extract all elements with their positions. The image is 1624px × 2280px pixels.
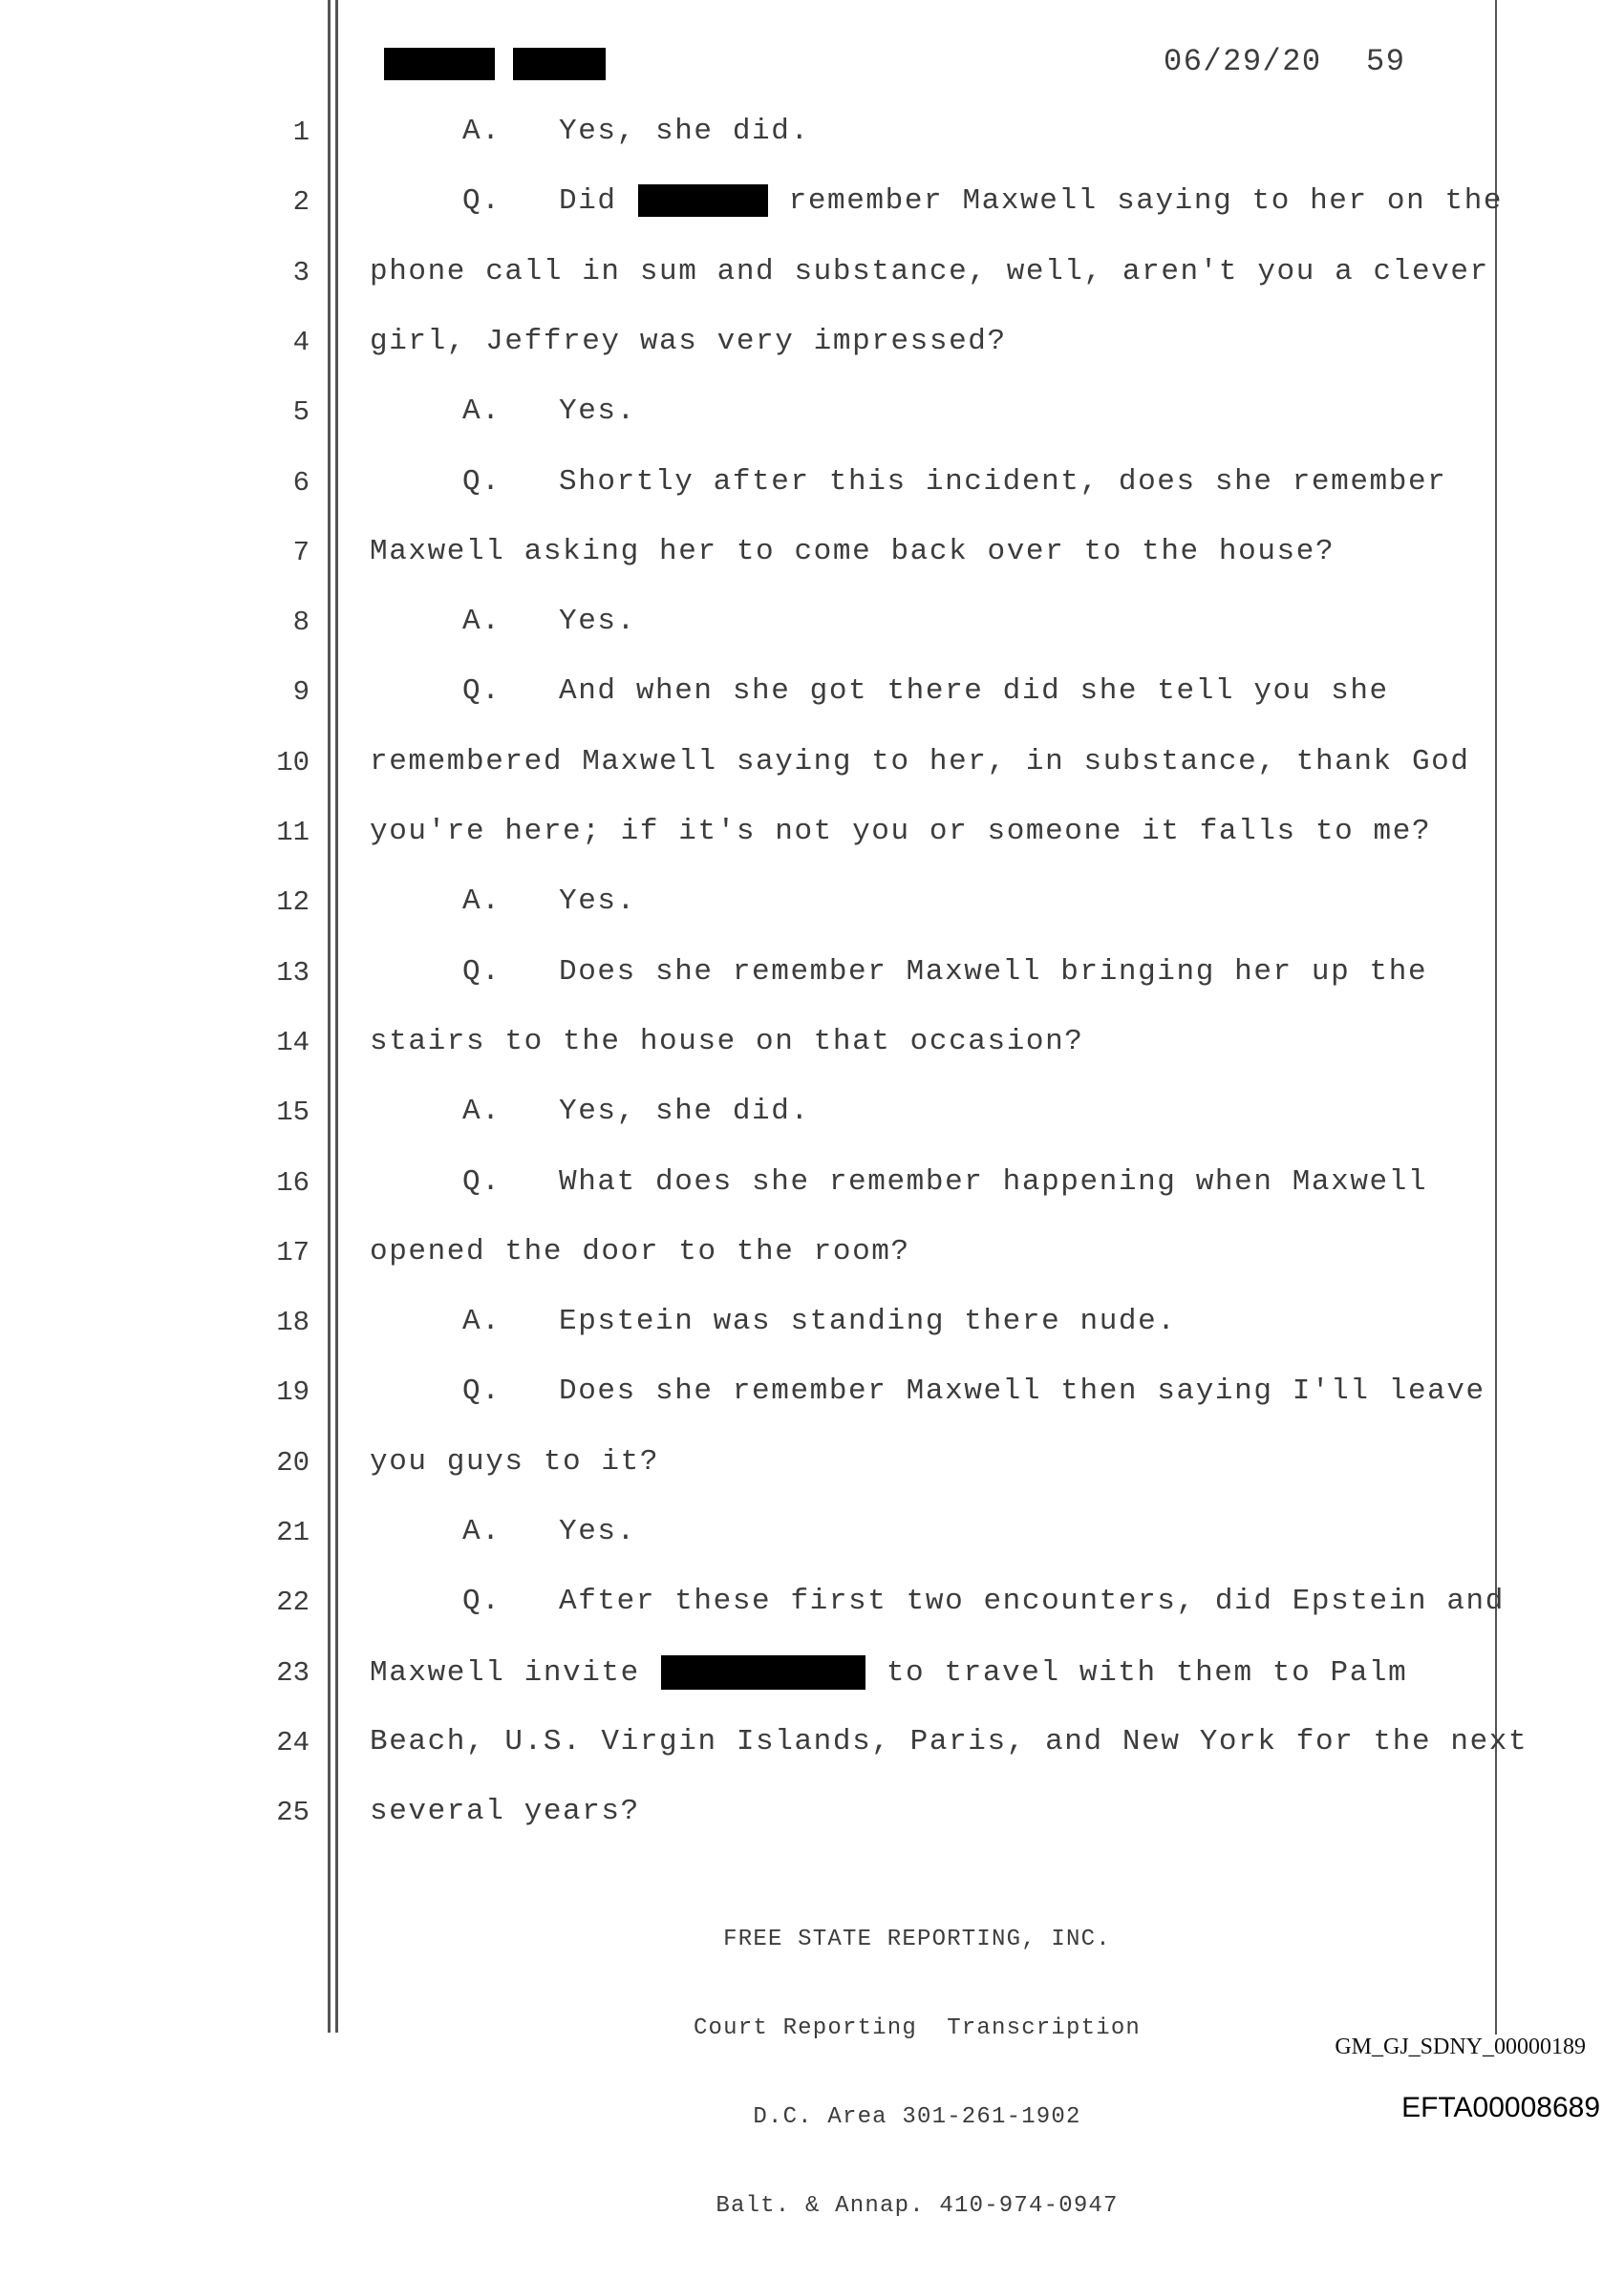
line-text-segment: Q. Does she remember Maxwell then saying I'll leave xyxy=(462,1374,1485,1409)
line-number: 3 xyxy=(292,256,310,288)
line-text-segment: A. Yes. xyxy=(462,394,636,429)
line-text xyxy=(370,1725,1528,1758)
line-number: 23 xyxy=(276,1656,310,1689)
transcript-line xyxy=(0,394,1624,433)
page-header xyxy=(0,40,1624,88)
line-text xyxy=(462,115,810,148)
line-number: 11 xyxy=(276,817,310,848)
line-number: 16 xyxy=(276,1166,310,1199)
transcript-line xyxy=(0,184,1624,223)
line-number: 18 xyxy=(276,1307,310,1339)
line-text xyxy=(462,605,636,638)
line-text xyxy=(462,1585,1505,1618)
transcript-line xyxy=(0,884,1624,923)
line-text-segment: Beach, U.S. Virgin Islands, Paris, and New York for the next xyxy=(370,1724,1528,1758)
line-text xyxy=(370,1445,659,1479)
line-text xyxy=(462,1095,810,1128)
line-number: 13 xyxy=(276,956,310,989)
line-number: 17 xyxy=(276,1236,310,1268)
transcript-line xyxy=(0,325,1624,363)
line-text xyxy=(462,1515,636,1548)
line-text-segment: Q. Did xyxy=(462,184,617,219)
line-text-segment: A. Yes. xyxy=(462,605,636,639)
line-number: 25 xyxy=(276,1797,310,1829)
line-number: 10 xyxy=(276,746,310,778)
line-text-segment: A. Yes. xyxy=(462,884,636,919)
line-number: 12 xyxy=(276,886,310,919)
bates-number: GM_GJ_SDNY_00000189 xyxy=(1335,2035,1586,2059)
line-text xyxy=(370,325,1007,358)
line-number: 14 xyxy=(276,1026,310,1058)
transcript-line xyxy=(0,815,1624,853)
line-text xyxy=(370,1025,1084,1058)
transcript-line xyxy=(0,1165,1624,1204)
line-number: 1 xyxy=(292,117,310,148)
line-number: 7 xyxy=(292,536,310,568)
header-redaction-1 xyxy=(384,48,495,80)
line-text-segment: Q. After these first two encounters, did Epstein and xyxy=(462,1585,1505,1619)
line-text-segment: A. Yes. xyxy=(462,1515,636,1548)
line-text xyxy=(462,184,1503,218)
transcript-line xyxy=(0,1585,1624,1623)
line-text-segment: Q. Shortly after this incident, does she remember xyxy=(462,464,1447,499)
transcript-line xyxy=(0,1445,1624,1483)
line-text xyxy=(462,465,1446,499)
line-text-segment: stairs to the house on that occasion? xyxy=(370,1024,1084,1058)
line-number: 15 xyxy=(276,1097,310,1129)
transcript-line xyxy=(0,1305,1624,1343)
transcript-line xyxy=(0,1095,1624,1133)
line-text xyxy=(370,1655,1407,1690)
transcript-line xyxy=(0,115,1624,153)
transcript-line xyxy=(0,1025,1624,1063)
transcript-line xyxy=(0,535,1624,573)
line-text-segment: Q. What does she remember happening when Maxwell xyxy=(462,1164,1428,1199)
line-text-segment: A. Yes, she did. xyxy=(462,115,810,148)
line-text-segment: girl, Jeffrey was very impressed? xyxy=(370,324,1007,358)
line-text-segment: remembered Maxwell saying to her, in substance, thank God xyxy=(370,744,1470,778)
line-text xyxy=(370,815,1431,848)
line-text xyxy=(462,955,1427,989)
line-number: 5 xyxy=(292,396,310,429)
line-text xyxy=(370,1235,910,1268)
transcript-line xyxy=(0,605,1624,643)
transcript-line xyxy=(0,1374,1624,1413)
transcript-line xyxy=(0,255,1624,293)
line-text-segment: to travel with them to Palm xyxy=(886,1655,1408,1690)
transcript-line xyxy=(0,1795,1624,1833)
transcript-line xyxy=(0,955,1624,993)
transcript-line xyxy=(0,1655,1624,1694)
transcript-line xyxy=(0,1235,1624,1273)
line-number: 9 xyxy=(292,676,310,709)
line-text-segment: remember Maxwell saying to her on the xyxy=(788,184,1504,219)
line-text xyxy=(462,1305,1177,1338)
line-text-segment: Q. And when she got there did she tell you she xyxy=(462,674,1389,709)
redaction-block xyxy=(661,1655,865,1690)
line-text-segment: Q. Does she remember Maxwell bringing her up the xyxy=(462,954,1428,989)
line-text xyxy=(370,535,1335,568)
line-text xyxy=(370,1795,640,1828)
line-text-segment: A. Epstein was standing there nude. xyxy=(462,1305,1177,1339)
line-number: 2 xyxy=(292,186,310,219)
transcript-line xyxy=(0,674,1624,713)
transcript-line xyxy=(0,465,1624,503)
line-text xyxy=(462,1374,1485,1408)
footer-company: FREE STATE REPORTING, INC. xyxy=(723,1927,1111,1952)
line-number: 24 xyxy=(276,1726,310,1758)
line-number: 4 xyxy=(292,326,310,358)
header-date: 06/29/20 xyxy=(1164,44,1322,79)
line-text xyxy=(462,674,1389,708)
line-text xyxy=(370,255,1489,288)
line-number: 20 xyxy=(276,1446,310,1479)
line-text-segment: you're here; if it's not you or someone it falls to me? xyxy=(370,815,1432,848)
line-number: 19 xyxy=(276,1376,310,1409)
line-text-segment: several years? xyxy=(370,1795,640,1829)
header-page-number: 59 xyxy=(1366,44,1406,79)
redaction-block xyxy=(638,184,768,217)
header-redaction-2 xyxy=(513,48,606,80)
footer-dc-phone: D.C. Area 301-261-1902 xyxy=(753,2104,1081,2130)
line-text xyxy=(462,1165,1427,1199)
line-text xyxy=(370,745,1470,778)
footer-services: Court Reporting Transcription xyxy=(693,2015,1142,2041)
line-text-segment: Maxwell invite xyxy=(370,1655,640,1690)
line-text-segment: Maxwell asking her to come back over to the house? xyxy=(370,534,1336,568)
line-text-segment: opened the door to the room? xyxy=(370,1234,910,1268)
line-number: 8 xyxy=(292,607,310,639)
line-text xyxy=(462,884,636,918)
line-number: 21 xyxy=(276,1517,310,1548)
transcript-line xyxy=(0,745,1624,783)
transcript-line xyxy=(0,1725,1624,1763)
transcript-line xyxy=(0,1515,1624,1553)
efta-number: EFTA00008689 xyxy=(1401,2092,1600,2123)
line-number: 6 xyxy=(292,466,310,499)
footer-balt-phone: Balt. & Annap. 410-974-0947 xyxy=(716,2193,1119,2219)
line-text-segment: you guys to it? xyxy=(370,1444,660,1479)
line-text xyxy=(462,394,636,428)
line-text-segment: A. Yes, she did. xyxy=(462,1095,810,1129)
line-number: 22 xyxy=(276,1587,310,1619)
line-text-segment: phone call in sum and substance, well, aren't you a clever xyxy=(370,254,1489,288)
